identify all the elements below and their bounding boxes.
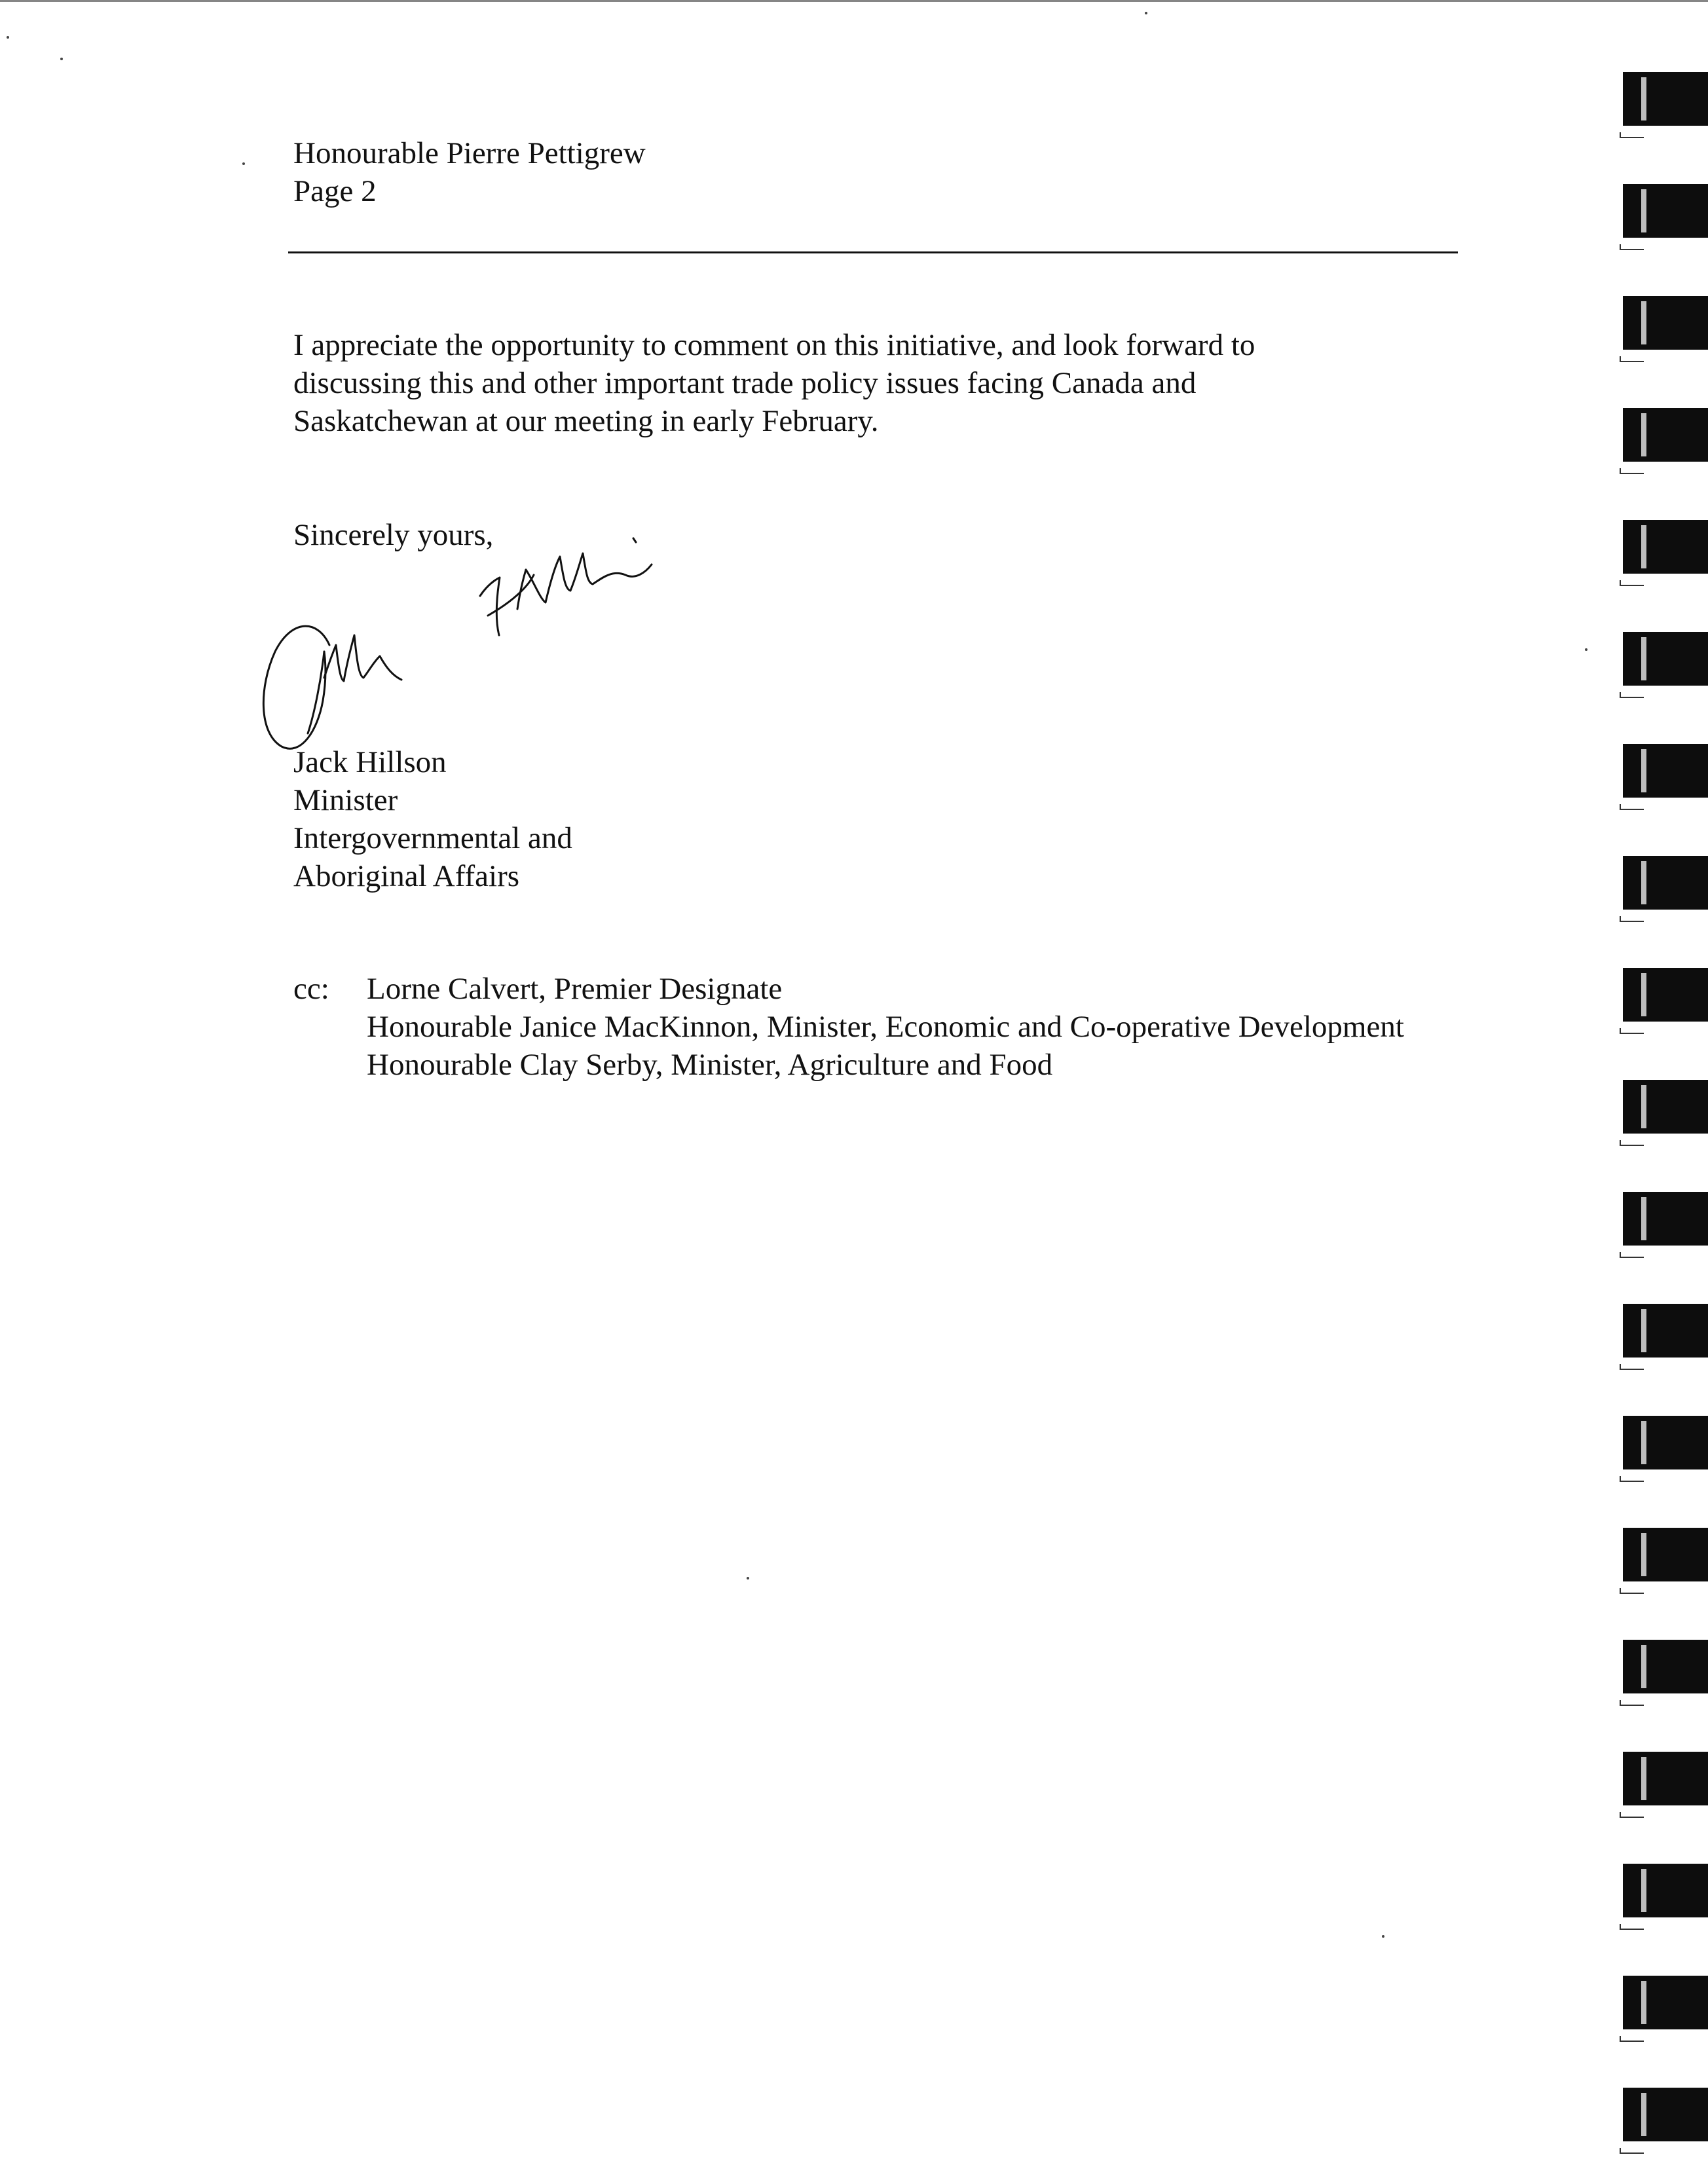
header-divider (288, 251, 1458, 253)
body-line: discussing this and other important trade policy issues facing Canada and (293, 366, 1197, 400)
binding-hole (1620, 296, 1708, 361)
spiral-binding-holes (1618, 0, 1708, 2180)
binding-hole (1620, 1080, 1708, 1145)
body-line: Saskatchewan at our meeting in early February. (293, 404, 879, 438)
scan-speck (1145, 12, 1147, 14)
scan-speck (242, 162, 245, 165)
binding-hole (1620, 1640, 1708, 1705)
binding-hole (1620, 1192, 1708, 1257)
binding-hole (1620, 744, 1708, 809)
binding-hole (1620, 1864, 1708, 1929)
scan-speck (747, 1577, 749, 1580)
cc-recipient: Honourable Janice MacKinnon, Minister, Economic and Co-operative Development (367, 1010, 1404, 1044)
signer-department: Aboriginal Affairs (293, 859, 520, 893)
binding-hole (1620, 2088, 1708, 2153)
binding-hole (1620, 408, 1708, 473)
binding-hole (1620, 968, 1708, 1033)
binding-hole (1620, 632, 1708, 697)
binding-hole (1620, 1752, 1708, 1817)
binding-hole (1620, 520, 1708, 585)
closing-salutation: Sincerely yours, (293, 518, 494, 552)
binding-hole (1620, 72, 1708, 138)
page-number: Page 2 (293, 174, 377, 208)
binding-hole (1620, 1528, 1708, 1593)
body-paragraph (293, 326, 1255, 440)
signer-name: Jack Hillson (293, 745, 447, 779)
handwritten-signature (252, 504, 671, 766)
page-top-edge (0, 0, 1708, 6)
binding-hole (1620, 1416, 1708, 1481)
cc-recipient: Honourable Clay Serby, Minister, Agriculture and Food (367, 1048, 1053, 1082)
scan-speck (7, 36, 9, 39)
scan-speck (60, 58, 63, 60)
letter-header (293, 134, 646, 210)
signer-department: Intergovernmental and (293, 821, 572, 855)
binding-hole (1620, 184, 1708, 249)
binding-hole (1620, 856, 1708, 921)
scan-speck (1585, 648, 1587, 651)
cc-recipient-list (367, 970, 1404, 1084)
recipient-name: Honourable Pierre Pettigrew (293, 136, 646, 170)
cc-recipient: Lorne Calvert, Premier Designate (367, 972, 783, 1006)
cc-label: cc: (293, 972, 329, 1006)
scan-speck (1382, 1935, 1384, 1938)
signature-block (293, 743, 572, 895)
body-line: I appreciate the opportunity to comment on this initiative, and look forward to (293, 328, 1255, 362)
binding-hole (1620, 1304, 1708, 1369)
signer-title: Minister (293, 783, 398, 817)
binding-hole (1620, 1976, 1708, 2041)
